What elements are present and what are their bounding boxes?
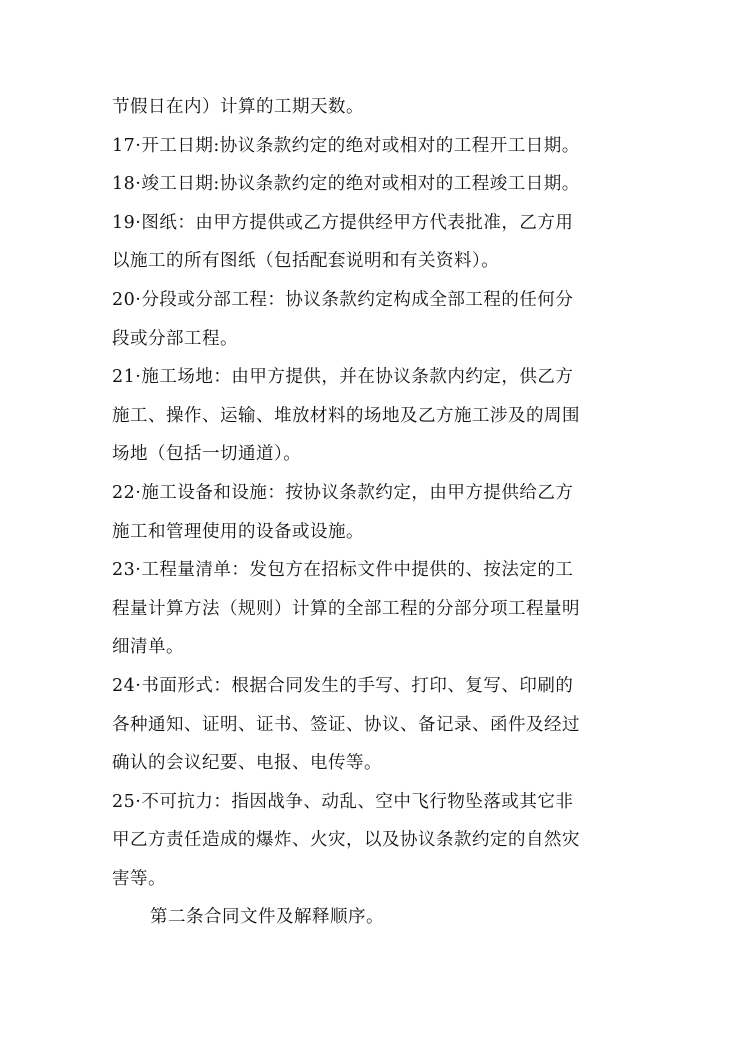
- definition-23-line: 23·工程量清单：发包方在招标文件中提供的、按法定的工: [112, 560, 574, 581]
- text-line: 节假日在内）计算的工期天数。: [112, 97, 364, 117]
- section-heading: 第二条合同文件及解释顺序。: [150, 907, 384, 928]
- text-line: 以施工的所有图纸（包括配套说明和有关资料）。: [112, 251, 500, 272]
- definition-19-line: 19·图纸：由甲方提供或乙方提供经甲方代表批准，乙方用: [112, 212, 574, 233]
- text-line: 害等。: [112, 868, 166, 889]
- definition-21-line: 21·施工场地：由甲方提供，并在协议条款内约定，供乙方: [112, 367, 574, 388]
- text-line: 施工、操作、运输、堆放材料的场地及乙方施工涉及的周围: [112, 405, 580, 426]
- document-body: [112, 88, 652, 937]
- text-line: 场地（包括一切通道）。: [112, 444, 302, 465]
- text-line: 确认的会议纪要、电报、电传等。: [112, 753, 382, 774]
- text-line: 段或分部工程。: [112, 328, 238, 349]
- definition-24-line: 24·书面形式：根据合同发生的手写、打印、复写、印刷的: [112, 675, 574, 696]
- text-line: 甲乙方责任造成的爆炸、火灾，以及协议条款约定的自然灾: [112, 830, 580, 851]
- definition-20-line: 20·分段或分部工程：协议条款约定构成全部工程的任何分: [112, 289, 574, 310]
- definition-22-line: 22·施工设备和设施：按协议条款约定，由甲方提供给乙方: [112, 482, 574, 503]
- text-line: 程量计算方法（规则）计算的全部工程的分部分项工程量明: [112, 598, 580, 619]
- text-line: 各种通知、证明、证书、签证、协议、备记录、函件及经过: [112, 714, 580, 735]
- text-line: 细清单。: [112, 637, 184, 658]
- definition-17-line: 17·开工日期:协议条款约定的绝对或相对的工程开工日期。: [112, 135, 580, 156]
- definition-25-line: 25·不可抗力：指因战争、动乱、空中飞行物坠落或其它非: [112, 791, 574, 812]
- text-line: 施工和管理使用的设备或设施。: [112, 521, 364, 542]
- definition-18-line: 18·竣工日期:协议条款约定的绝对或相对的工程竣工日期。: [112, 174, 580, 195]
